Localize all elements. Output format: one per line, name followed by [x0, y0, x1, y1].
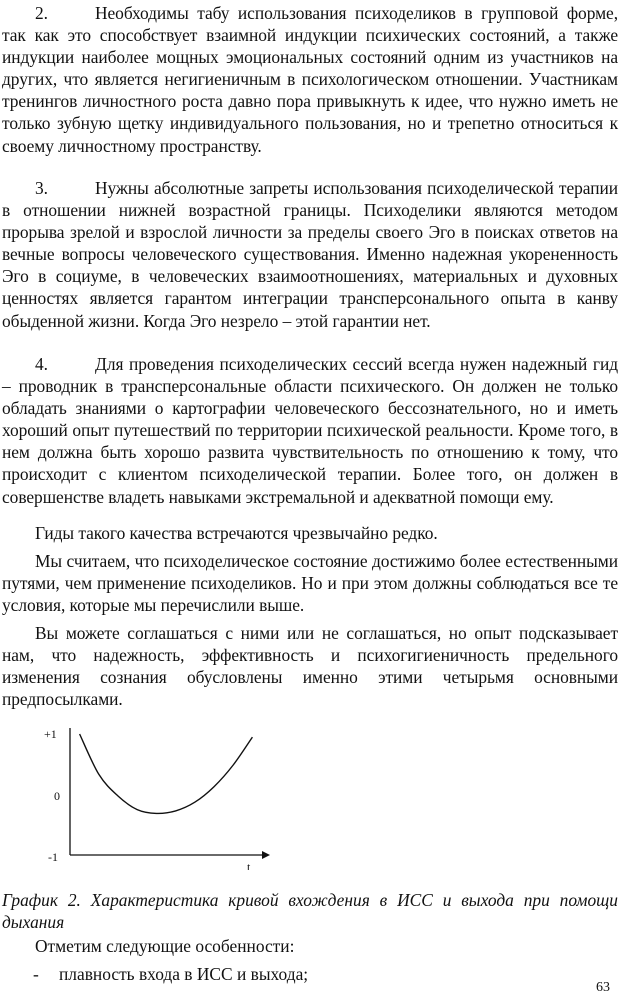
- list-item: [33, 963, 308, 985]
- figure-caption: График 2. Характеристика кривой вхождения в ИСС и выхода при помощи дыхания: [2, 890, 618, 932]
- item-number: 2.: [35, 3, 48, 23]
- paragraph-natural-ways: Мы считаем, что психоделическое состояние достижимо более естественными путями, чем применение психоделиков. Но и при этом должны соблюдаться все те условия, которые мы перечислили выше.: [2, 551, 618, 616]
- paragraph-text: Нужны абсолютные запреты использования психоделической терапии в отношении нижней возрастной границы. Психоделики являются методом прорыва зрелой и взрослой личности за пределы своего Эго в поисках ответов на вечные вопросы человеческого существования. Именно надежная укорененность Эго в социуме, в человеческих взаимоотношениях, материальных и духовных ценностях является гарантом интеграции трансперсонального опыта в канву обыденной жизни. Когда Эго незрело – этой гарантии нет.: [2, 178, 618, 331]
- paragraph-item-4: [2, 353, 618, 508]
- paragraph-conclusion: Вы можете соглашаться с ними или не соглашаться, но опыт подсказывает нам, что надежность, эффективность и психогигиеничность предельного изменения сознания обусловлены именно этими четырьмя основными предпосылками.: [2, 623, 618, 710]
- list-item-text: плавность входа в ИСС и выхода;: [59, 964, 309, 984]
- chart-series-curve: [80, 734, 253, 813]
- chart: [40, 720, 280, 870]
- page-number: 63: [596, 980, 610, 995]
- y-tick-label-top: +1: [44, 727, 57, 741]
- paragraph-text: Для проведения психоделических сессий всегда нужен надежный гид – проводник в трансперсональные области психического. Он должен не только обладать знаниями о картографии человеческого бессознательного, но и иметь хороший опыт путешествий по территории психической реальности. Кроме того, в нем должна быть хорошо развита чувствительность по отношению к тому, что происходит с клиентом психоделической терапии. Более того, он должен в совершенстве владеть навыками экстремальной и адекватной помощи ему.: [2, 354, 618, 507]
- list-lead-text: Отметим следующие особенности:: [35, 936, 295, 956]
- x-axis-label: t: [247, 860, 251, 870]
- y-tick-label-bottom: -1: [48, 850, 58, 864]
- paragraph-text: Необходимы табу использования психоделиков в групповой форме, так как это способствует взаимной индукции психических состояний, а также индукции наиболее мощных эмоциональных состояний одним из участников на других, что является негигиеничным в психологическом отношении. Участникам тренингов личностного роста давно пора привыкнуть к идее, что нужно иметь не только зубную щетку индивидуального пользования, но и трепетно относиться к своему личностному пространству.: [2, 3, 618, 156]
- paragraph-item-2: [2, 2, 618, 157]
- paragraph-guides: Гиды такого качества встречаются чрезвычайно редко.: [35, 523, 438, 543]
- paragraph-item-3: [2, 177, 618, 332]
- y-tick-label-zero: 0: [54, 789, 60, 803]
- x-axis-arrow: [262, 851, 270, 859]
- item-number: 3.: [35, 178, 48, 198]
- item-number: 4.: [35, 354, 48, 374]
- bullet-dash: -: [33, 964, 39, 984]
